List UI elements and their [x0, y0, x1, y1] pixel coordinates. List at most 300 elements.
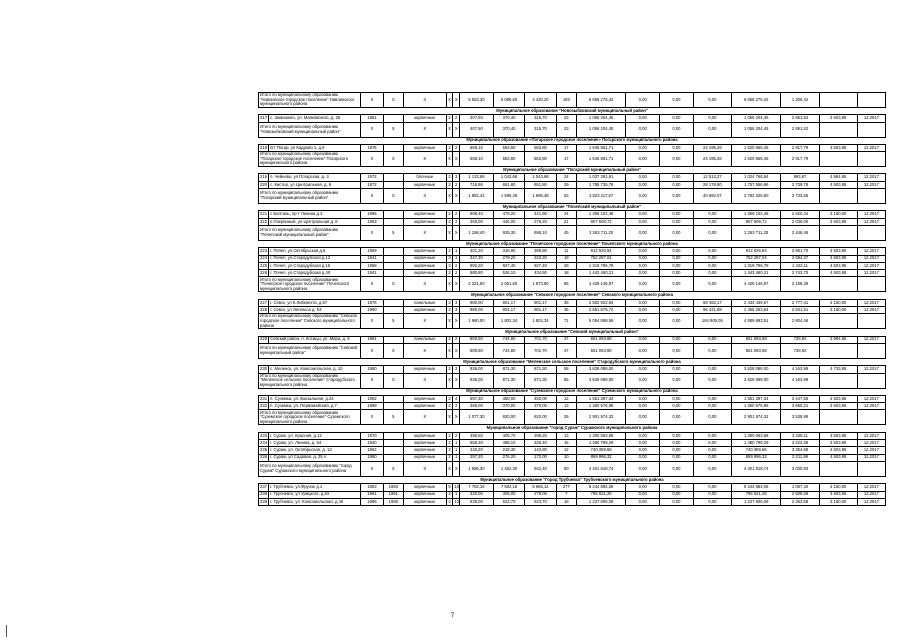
- value-cell: 8 244 884,06: [576, 484, 625, 491]
- value-cell: 315,70: [525, 122, 556, 137]
- total-row: [259, 373, 886, 388]
- value-cell: 0,00: [660, 454, 694, 461]
- value-cell: X: [383, 373, 403, 388]
- value-cell: 2: [453, 270, 460, 277]
- value-cell: 658,10: [460, 144, 494, 151]
- section-title: Муниципальное образование "Новозыбковский муниципальный район": [259, 108, 886, 115]
- value-cell: 13: [556, 403, 576, 410]
- value-cell: 4 503,95: [819, 270, 857, 277]
- section-title: Муниципальное образование "Почепский муниципальный район": [259, 204, 886, 211]
- value-cell: X: [446, 122, 453, 137]
- value-cell: 23: [556, 122, 576, 137]
- value-cell: 3 030,93: [781, 461, 819, 476]
- value-cell: 551 093,68: [731, 343, 780, 358]
- value-cell: 526,10: [493, 270, 524, 277]
- value-cell: 297,20: [460, 454, 494, 461]
- value-cell: [383, 174, 403, 181]
- value-cell: 243,20: [525, 255, 556, 262]
- value-cell: 2 901 974,32: [731, 410, 780, 425]
- value-cell: 820,00: [525, 410, 556, 425]
- value-cell: 407,50: [460, 122, 494, 137]
- value-cell: 370,00: [525, 403, 556, 410]
- value-cell: 7 582,18: [493, 484, 524, 491]
- row-number: 225: [260, 262, 268, 268]
- value-cell: 4 503,95: [819, 432, 857, 439]
- value-cell: X: [383, 343, 403, 358]
- value-cell: 298,20: [525, 432, 556, 439]
- value-cell: 1 043,68: [493, 174, 524, 181]
- value-cell: 2: [446, 270, 453, 277]
- value-cell: 1961: [361, 491, 383, 498]
- value-cell: 0,00: [626, 498, 660, 505]
- value-cell: 2: [446, 403, 453, 410]
- value-cell: 12.2017: [857, 366, 885, 373]
- value-cell: 1962: [361, 447, 383, 454]
- value-cell: 639,00: [460, 498, 494, 505]
- value-cell: кирпичные: [403, 454, 446, 461]
- total-row: [259, 93, 886, 108]
- value-cell: 2 455 253,84: [731, 307, 780, 314]
- value-cell: кирпичные: [403, 211, 446, 218]
- value-cell: 4: [453, 395, 460, 402]
- section-header-row: [259, 167, 886, 174]
- value-cell: 12.2017: [857, 218, 885, 225]
- value-cell: 5: [446, 484, 453, 491]
- value-cell: X: [383, 277, 403, 292]
- value-cell: кирпичные: [403, 395, 446, 402]
- value-cell: 2 446,46: [781, 225, 819, 240]
- value-cell: 2: [446, 174, 453, 181]
- value-cell: 2: [446, 248, 453, 255]
- address-cell: г. Трубчевск, ул. Комсомольская, д.40: [269, 498, 361, 505]
- value-cell: 1959: [361, 248, 383, 255]
- value-cell: 0,00: [660, 270, 694, 277]
- value-cell: 2: [453, 144, 460, 151]
- value-cell: 1 480 799,29: [731, 440, 780, 447]
- value-cell: 45: [556, 225, 576, 240]
- value-cell: 143,80: [525, 447, 556, 454]
- total-label: Итого по муниципальному образованию "Меленское сельское поселение" Стародубского муниципального района: [259, 373, 361, 388]
- value-cell: 1 319 796,78: [576, 262, 625, 269]
- value-cell: 0,00: [693, 262, 731, 269]
- value-cell: X: [383, 189, 403, 204]
- value-cell: 0,00: [660, 262, 694, 269]
- value-cell: 71: [556, 314, 576, 329]
- value-cell: 0,00: [626, 336, 660, 343]
- value-cell: 1: [453, 248, 460, 255]
- value-cell: 0,00: [693, 447, 731, 454]
- value-cell: [819, 373, 857, 388]
- value-cell: 4 503,95: [819, 491, 857, 498]
- value-cell: 15: [556, 440, 576, 447]
- value-cell: 0,00: [660, 211, 694, 218]
- value-cell: 1 056 204,45: [731, 115, 780, 122]
- section-title: Муниципальное образование "город Сураж" Суражского муниципального района: [259, 425, 886, 432]
- table-row: [259, 248, 886, 255]
- value-cell: 2: [446, 454, 453, 461]
- table-row: [259, 307, 886, 314]
- section-title: Муниципальное образование "Севское городское поселение" Севского муниципального района: [259, 292, 886, 299]
- value-cell: 1 960,00: [460, 314, 494, 329]
- value-cell: 19: [556, 255, 576, 262]
- total-row: [259, 314, 886, 329]
- value-cell: X: [446, 343, 453, 358]
- value-cell: 12.2017: [857, 484, 885, 491]
- value-cell: 401,20: [460, 248, 494, 255]
- value-cell: 17: [556, 152, 576, 167]
- value-cell: 12.2017: [857, 174, 885, 181]
- row-number: 228: [260, 306, 268, 312]
- value-cell: 13: [556, 432, 576, 439]
- row-number: 229: [260, 336, 268, 342]
- value-cell: 1963: [361, 484, 383, 491]
- value-cell: 2: [453, 218, 460, 225]
- row-number: 219: [260, 174, 268, 180]
- value-cell: 12: [556, 395, 576, 402]
- address-cell: п. Суземка, ул. Вокзальная, д.24: [269, 395, 361, 402]
- value-cell: 0,00: [626, 248, 660, 255]
- value-cell: 0,00: [660, 373, 694, 388]
- value-cell: 7: [556, 491, 576, 498]
- value-cell: кирпичные: [403, 307, 446, 314]
- value-cell: 3: [453, 307, 460, 314]
- value-cell: 0,00: [693, 122, 731, 137]
- value-cell: 1 056 204,45: [731, 122, 780, 137]
- value-cell: 12.2017: [857, 336, 885, 343]
- value-cell: 0,00: [660, 152, 694, 167]
- value-cell: X: [446, 152, 453, 167]
- table-row: [259, 218, 886, 225]
- value-cell: 556,30: [460, 440, 494, 447]
- value-cell: 21: [556, 218, 576, 225]
- value-cell: 3: [453, 366, 460, 373]
- value-cell: 1968: [361, 262, 383, 269]
- value-cell: 3 447,55: [781, 395, 819, 402]
- value-cell: кирпичные: [403, 270, 446, 277]
- value-cell: 869 996,32: [576, 454, 625, 461]
- value-cell: [383, 440, 403, 447]
- value-cell: 927,40: [525, 262, 556, 269]
- section-header-row: [259, 329, 886, 336]
- value-cell: 871,30: [493, 366, 524, 373]
- value-cell: X: [453, 225, 460, 240]
- value-cell: 4 180,00: [819, 307, 857, 314]
- value-cell: 0,00: [660, 432, 694, 439]
- value-cell: 795 621,26: [731, 491, 780, 498]
- value-cell: 1 645 851,71: [576, 144, 625, 151]
- value-cell: 871,30: [493, 373, 524, 388]
- value-cell: X: [403, 225, 446, 240]
- value-cell: 2 363,58: [781, 498, 819, 505]
- value-cell: 1 586,30: [460, 461, 494, 476]
- value-cell: 405,70: [493, 432, 524, 439]
- value-cell: X: [453, 93, 460, 108]
- value-cell: 0,00: [693, 410, 731, 425]
- value-cell: 4 180,00: [819, 498, 857, 505]
- value-cell: 4 503,95: [819, 447, 857, 454]
- address-cell: г. Трубчевск, ул.Фрунзе д.1: [269, 484, 361, 491]
- value-cell: 1: [453, 447, 460, 454]
- value-cell: 1 695,48: [493, 189, 524, 204]
- value-cell: 2 739,78: [781, 181, 819, 188]
- value-cell: 2: [446, 181, 453, 188]
- value-cell: 0,00: [626, 93, 660, 108]
- value-cell: 0,00: [693, 461, 731, 476]
- value-cell: 1941: [361, 270, 383, 277]
- total-label: Итого по муниципальному образованию "Суземское городское поселение" Суземского муниципального района: [259, 410, 361, 425]
- table-row: [259, 262, 886, 269]
- row-number: 222: [260, 218, 268, 224]
- value-cell: 50: [556, 461, 576, 476]
- value-cell: кирпичные: [403, 218, 446, 225]
- address-cell: с. Замишево, ул. Маяковского, д. 26: [269, 115, 361, 122]
- address-cell: с. Меленск, ул. Комсомольская, д. 10: [269, 366, 361, 373]
- value-cell: [819, 277, 857, 292]
- section-header-row: [259, 108, 886, 115]
- value-cell: 460,00: [460, 218, 494, 225]
- value-cell: 0,00: [626, 343, 660, 358]
- value-cell: 480,00: [460, 403, 494, 410]
- value-cell: 0,00: [693, 454, 731, 461]
- value-cell: 800,60: [460, 343, 494, 358]
- value-cell: 3 354,68: [781, 447, 819, 454]
- value-cell: кирпичные: [403, 432, 446, 439]
- value-cell: 12.2017: [857, 115, 885, 122]
- value-cell: панельные: [403, 336, 446, 343]
- value-cell: 347,30: [460, 255, 494, 262]
- value-cell: [383, 255, 403, 262]
- value-cell: 1 423,11: [781, 262, 819, 269]
- value-cell: 739,92: [781, 336, 819, 343]
- address-cell: с Балтань, пр-т Ленина д.3: [269, 211, 361, 218]
- value-cell: 24: [556, 174, 576, 181]
- value-cell: 4 503,95: [819, 115, 857, 122]
- value-cell: 1 056 204,45: [576, 115, 625, 122]
- value-cell: 1 551 397,34: [731, 395, 780, 402]
- value-cell: X: [403, 152, 446, 167]
- value-cell: X: [453, 152, 460, 167]
- value-cell: 0,00: [626, 484, 660, 491]
- value-cell: 11: [556, 248, 576, 255]
- section-title: Муниципальное образование "Суземское городское поселение" Суземского муниципального района: [259, 388, 886, 395]
- table-row: [259, 498, 886, 505]
- value-cell: 0,00: [660, 498, 694, 505]
- value-cell: 4 503,95: [819, 218, 857, 225]
- value-cell: 0,00: [626, 314, 660, 329]
- value-cell: 421,90: [525, 211, 556, 218]
- value-cell: X: [403, 410, 446, 425]
- value-cell: 0,00: [693, 440, 731, 447]
- value-cell: 4: [446, 498, 453, 505]
- value-cell: 0,00: [660, 366, 694, 373]
- value-cell: 4 503,95: [819, 395, 857, 402]
- value-cell: 0,00: [693, 403, 731, 410]
- value-cell: 3: [453, 174, 460, 181]
- value-cell: 551 093,68: [576, 343, 625, 358]
- value-cell: 3 211,99: [781, 454, 819, 461]
- value-cell: 1989: [361, 403, 383, 410]
- value-cell: 0,00: [660, 440, 694, 447]
- row-number: 230: [260, 366, 268, 372]
- value-cell: 0,00: [626, 461, 660, 476]
- value-cell: [857, 314, 885, 329]
- value-cell: [857, 277, 885, 292]
- value-cell: [819, 410, 857, 425]
- value-cell: X: [446, 461, 453, 476]
- value-cell: 907 608,72: [731, 218, 780, 225]
- value-cell: кирпичные: [403, 491, 446, 498]
- value-cell: 1 443 460,21: [731, 270, 780, 277]
- value-cell: 1 873,90: [525, 277, 556, 292]
- value-cell: 370,00: [493, 403, 524, 410]
- value-cell: 2: [446, 115, 453, 122]
- value-cell: 0,00: [660, 144, 694, 151]
- value-cell: 1985: [383, 498, 403, 505]
- section-header-row: [259, 476, 886, 483]
- value-cell: 1963: [361, 218, 383, 225]
- value-cell: 2 051,60: [493, 277, 524, 292]
- value-cell: 0,00: [660, 122, 694, 137]
- value-cell: 871,30: [525, 373, 556, 388]
- row-number: 238: [260, 491, 268, 497]
- value-cell: [857, 189, 885, 204]
- value-cell: 12.2017: [857, 299, 885, 306]
- value-cell: [383, 454, 403, 461]
- section-title: Муниципальное образование "Город Трубчевск" Трубчевского муниципального района: [259, 476, 886, 483]
- value-cell: 551 093,68: [731, 336, 780, 343]
- value-cell: 0,00: [626, 255, 660, 262]
- value-cell: 12.2017: [857, 248, 885, 255]
- table-row: [259, 440, 886, 447]
- value-cell: 12.2017: [857, 307, 885, 314]
- section-title: Муниципальное образование "Севский муниципальный район": [259, 329, 886, 336]
- value-cell: 993,87: [781, 174, 819, 181]
- value-cell: 12.2017: [857, 395, 885, 402]
- value-cell: 1961: [383, 491, 403, 498]
- value-cell: 326,40: [525, 440, 556, 447]
- value-cell: 1 443 460,21: [576, 270, 625, 277]
- value-cell: 3 628 088,00: [731, 366, 780, 373]
- value-cell: 3 628 088,00: [576, 366, 625, 373]
- value-cell: 2: [446, 336, 453, 343]
- value-cell: кирпичные: [403, 262, 446, 269]
- value-cell: 551 093,68: [576, 336, 625, 343]
- value-cell: 1980: [361, 366, 383, 373]
- value-cell: 698,10: [525, 225, 556, 240]
- value-cell: 1 359 102,48: [731, 211, 780, 218]
- value-cell: X: [383, 225, 403, 240]
- value-cell: 901,17: [493, 299, 524, 306]
- value-cell: 925,30: [493, 225, 524, 240]
- value-cell: 4 889 693,51: [731, 314, 780, 329]
- value-cell: 0,00: [626, 491, 660, 498]
- total-label: Итого по муниципальному образованию "Новозыбковский муниципальный район": [259, 122, 361, 137]
- value-cell: 1 306,42: [781, 93, 819, 108]
- value-cell: 752 287,04: [576, 255, 625, 262]
- value-cell: [383, 366, 403, 373]
- value-cell: X: [383, 152, 403, 167]
- value-cell: X: [446, 314, 453, 329]
- value-cell: 320,00: [460, 491, 494, 498]
- value-cell: 1 077,30: [460, 410, 494, 425]
- value-cell: [383, 211, 403, 218]
- value-cell: [819, 343, 857, 358]
- total-label: Итого по муниципальному образованию "Навлинское городское поселение" Навлинского муниципального района: [259, 93, 361, 108]
- value-cell: 0,00: [660, 395, 694, 402]
- value-cell: 218,30: [493, 447, 524, 454]
- value-cell: 744,80: [493, 336, 524, 343]
- row-number: 221: [260, 211, 268, 217]
- value-cell: X: [403, 122, 446, 137]
- value-cell: 4 503,95: [819, 144, 857, 151]
- value-cell: 8 244 884,06: [731, 484, 780, 491]
- value-cell: 0,00: [626, 403, 660, 410]
- address-cell: г. Сураж, ул. Октябрьская, д. 13: [269, 447, 361, 454]
- value-cell: 718,86: [460, 181, 494, 188]
- value-cell: 17: [556, 144, 576, 151]
- value-cell: 2 502 922,84: [576, 299, 625, 306]
- value-cell: 1 158,40: [460, 225, 494, 240]
- value-cell: X: [453, 314, 460, 329]
- value-cell: 2 901 974,32: [576, 410, 625, 425]
- value-cell: X: [446, 93, 453, 108]
- value-cell: 164 905,05: [693, 314, 731, 329]
- value-cell: 2: [453, 336, 460, 343]
- value-cell: 193: [556, 93, 576, 108]
- section-header-row: [259, 292, 886, 299]
- value-cell: 6 966,14: [525, 484, 556, 491]
- value-cell: 1941: [361, 255, 383, 262]
- table-row: [259, 211, 886, 218]
- value-cell: 2 263 711,20: [731, 225, 780, 240]
- value-cell: кирпичные: [403, 403, 446, 410]
- value-cell: 1 024 768,64: [731, 174, 780, 181]
- value-cell: [857, 461, 885, 476]
- value-cell: X: [453, 461, 460, 476]
- value-cell: X: [383, 410, 403, 425]
- table-row: [259, 395, 886, 402]
- value-cell: 4 503,95: [819, 454, 857, 461]
- value-cell: 1976: [361, 144, 383, 151]
- value-cell: 0,00: [626, 144, 660, 151]
- value-cell: X: [361, 343, 383, 358]
- value-cell: 0,00: [660, 484, 694, 491]
- value-cell: 1 620 656,45: [731, 144, 780, 151]
- value-cell: 12.2017: [857, 403, 885, 410]
- value-cell: кирпичные: [403, 115, 446, 122]
- value-cell: 0,00: [626, 366, 660, 373]
- value-cell: 0,00: [626, 174, 660, 181]
- section-title: Муниципальное образование "Погарский муниципальный район": [259, 167, 886, 174]
- value-cell: 2: [453, 262, 460, 269]
- value-cell: 1 300 063,68: [576, 432, 625, 439]
- section-title: Муниципальное образование "Меленское сельское поселение" Стародубского муниципального района: [259, 358, 886, 365]
- value-cell: 2: [446, 307, 453, 314]
- value-cell: 0,00: [693, 115, 731, 122]
- value-cell: 0,00: [626, 115, 660, 122]
- table-row: [259, 447, 886, 454]
- row-number: 234: [260, 439, 268, 445]
- table-row: [259, 491, 886, 498]
- value-cell: [857, 122, 885, 137]
- table-row: [259, 174, 886, 181]
- value-cell: X: [446, 373, 453, 388]
- section-title: Муниципальное образование "Почепское городское поселение" Почепского муниципального района: [259, 240, 886, 247]
- value-cell: 2 851,52: [781, 115, 819, 122]
- value-cell: 2 823 117,67: [576, 189, 625, 204]
- value-cell: 1 056 204,45: [576, 122, 625, 137]
- value-cell: X: [361, 122, 383, 137]
